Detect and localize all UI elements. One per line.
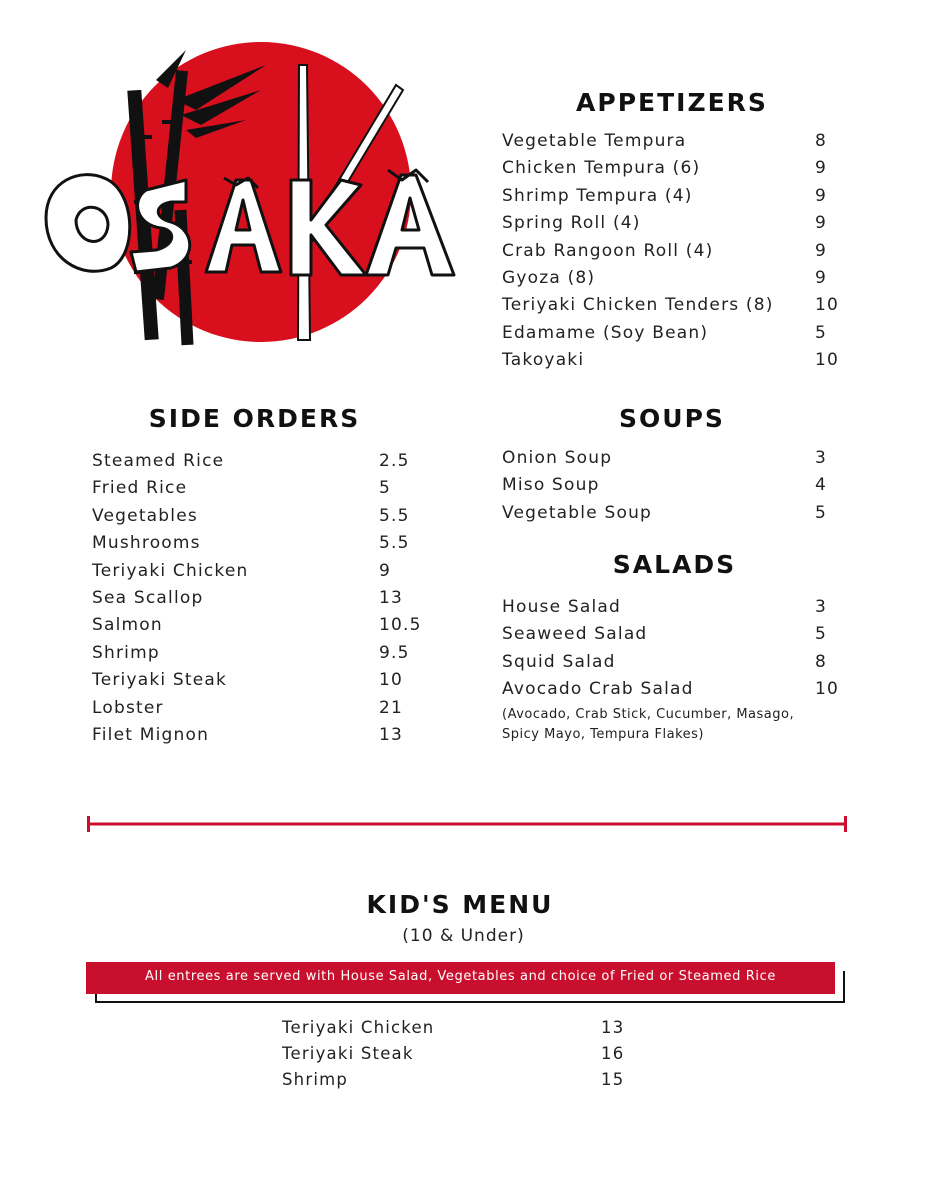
item-name: House Salad — [502, 597, 622, 617]
item-name: Squid Salad — [502, 651, 616, 672]
item-price: 4 — [815, 475, 828, 496]
menu-item — [502, 652, 842, 679]
item-price: 5.5 — [379, 533, 410, 554]
item-price: 10 — [815, 350, 840, 371]
item-name: Crab Rangoon Roll (4) — [502, 240, 714, 261]
menu-item — [92, 478, 422, 505]
item-name: Chicken Tempura (6) — [502, 158, 701, 179]
item-name: Shrimp — [92, 642, 160, 663]
osaka-logo — [36, 40, 461, 355]
menu-item — [502, 679, 842, 706]
soups-list — [502, 448, 842, 530]
item-name: Onion Soup — [502, 448, 613, 468]
item-price: 10 — [815, 679, 840, 700]
menu-item — [282, 1044, 642, 1070]
item-price: 9 — [815, 185, 828, 206]
kids-menu-list — [282, 1018, 642, 1096]
item-price: 10 — [379, 670, 404, 691]
soups-title: SOUPS — [619, 404, 725, 433]
menu-item — [92, 643, 422, 670]
menu-item — [92, 670, 422, 697]
menu-item — [502, 323, 842, 350]
item-name: Shrimp Tempura (4) — [502, 185, 693, 206]
menu-item — [502, 475, 842, 502]
item-price: 9 — [815, 267, 828, 288]
item-price: 8 — [815, 651, 828, 672]
menu-item — [282, 1018, 642, 1044]
item-price: 3 — [815, 597, 828, 617]
item-name: Edamame (Soy Bean) — [502, 322, 709, 343]
kids-menu-age-note: (10 & Under) — [402, 926, 525, 946]
item-name: Steamed Rice — [92, 451, 225, 471]
appetizers-list — [502, 131, 842, 378]
menu-item — [502, 186, 842, 213]
item-name: Teriyaki Steak — [92, 670, 228, 691]
menu-item — [92, 698, 422, 725]
item-price: 5.5 — [379, 505, 410, 526]
item-name: Salmon — [92, 615, 163, 636]
item-name: Mushrooms — [92, 533, 201, 554]
side-orders-list — [92, 451, 422, 752]
item-name: Vegetable Tempura — [502, 131, 687, 151]
appetizers-title: APPETIZERS — [576, 88, 768, 117]
salad-ingredients-note: (Avocado, Crab Stick, Cucumber, Masago, Spicy Mayo, Tempura Flakes) — [502, 707, 795, 742]
section-divider — [87, 814, 847, 834]
item-name: Fried Rice — [92, 478, 188, 499]
menu-item — [502, 213, 842, 240]
menu-item — [502, 241, 842, 268]
item-name: Gyoza (8) — [502, 267, 596, 288]
menu-item — [92, 615, 422, 642]
item-price: 9.5 — [379, 642, 410, 663]
item-name: Teriyaki Chicken — [92, 560, 249, 581]
menu-item — [502, 295, 842, 322]
menu-item — [502, 448, 842, 475]
osaka-logo-graphic — [36, 40, 461, 355]
item-name: Vegetables — [92, 505, 198, 526]
item-price: 9 — [379, 560, 392, 581]
item-name: Lobster — [92, 697, 164, 718]
item-price: 9 — [815, 240, 828, 261]
menu-item — [502, 350, 842, 377]
item-price: 10 — [815, 295, 840, 316]
menu-item — [92, 451, 422, 478]
item-price: 21 — [379, 697, 404, 718]
item-price: 9 — [815, 158, 828, 179]
item-price: 10.5 — [379, 615, 422, 636]
menu-item — [92, 561, 422, 588]
menu-item — [92, 533, 422, 560]
menu-item — [92, 725, 422, 752]
item-name: Teriyaki Chicken — [282, 1018, 435, 1037]
item-price: 9 — [815, 213, 828, 234]
menu-item — [502, 503, 842, 530]
item-name: Vegetable Soup — [502, 502, 653, 523]
item-name: Teriyaki Steak — [282, 1044, 414, 1063]
item-price: 2.5 — [379, 451, 410, 471]
item-price: 15 — [601, 1070, 625, 1089]
item-price: 13 — [379, 587, 404, 608]
item-price: 5 — [815, 502, 828, 523]
item-name: Avocado Crab Salad — [502, 679, 694, 700]
item-price: 13 — [379, 724, 404, 745]
side-orders-title: SIDE ORDERS — [148, 404, 361, 433]
menu-item — [502, 158, 842, 185]
menu-item — [92, 588, 422, 615]
menu-item — [502, 597, 842, 624]
menu-item — [502, 624, 842, 651]
item-price: 16 — [601, 1044, 625, 1063]
item-name: Sea Scallop — [92, 587, 204, 608]
kids-menu-title: KID'S MENU — [366, 890, 554, 919]
salads-title: SALADS — [612, 550, 737, 579]
item-name: Teriyaki Chicken Tenders (8) — [502, 295, 774, 316]
menu-item — [502, 268, 842, 295]
item-price: 5 — [379, 478, 392, 499]
item-price: 5 — [815, 322, 828, 343]
item-name: Shrimp — [282, 1070, 349, 1089]
item-name: Takoyaki — [502, 350, 585, 371]
item-name: Spring Roll (4) — [502, 213, 641, 234]
item-price: 5 — [815, 624, 828, 645]
menu-item — [282, 1070, 642, 1096]
entree-info-banner: All entrees are served with House Salad, Vegetables and choice of Fried or Steamed Rice — [86, 962, 835, 994]
item-price: 13 — [601, 1018, 625, 1037]
item-price: 3 — [815, 448, 828, 468]
item-name: Miso Soup — [502, 475, 600, 496]
menu-item — [502, 131, 842, 158]
salads-list — [502, 597, 842, 707]
menu-item — [92, 506, 422, 533]
item-name: Filet Mignon — [92, 724, 210, 745]
item-name: Seaweed Salad — [502, 624, 648, 645]
item-price: 8 — [815, 131, 828, 151]
